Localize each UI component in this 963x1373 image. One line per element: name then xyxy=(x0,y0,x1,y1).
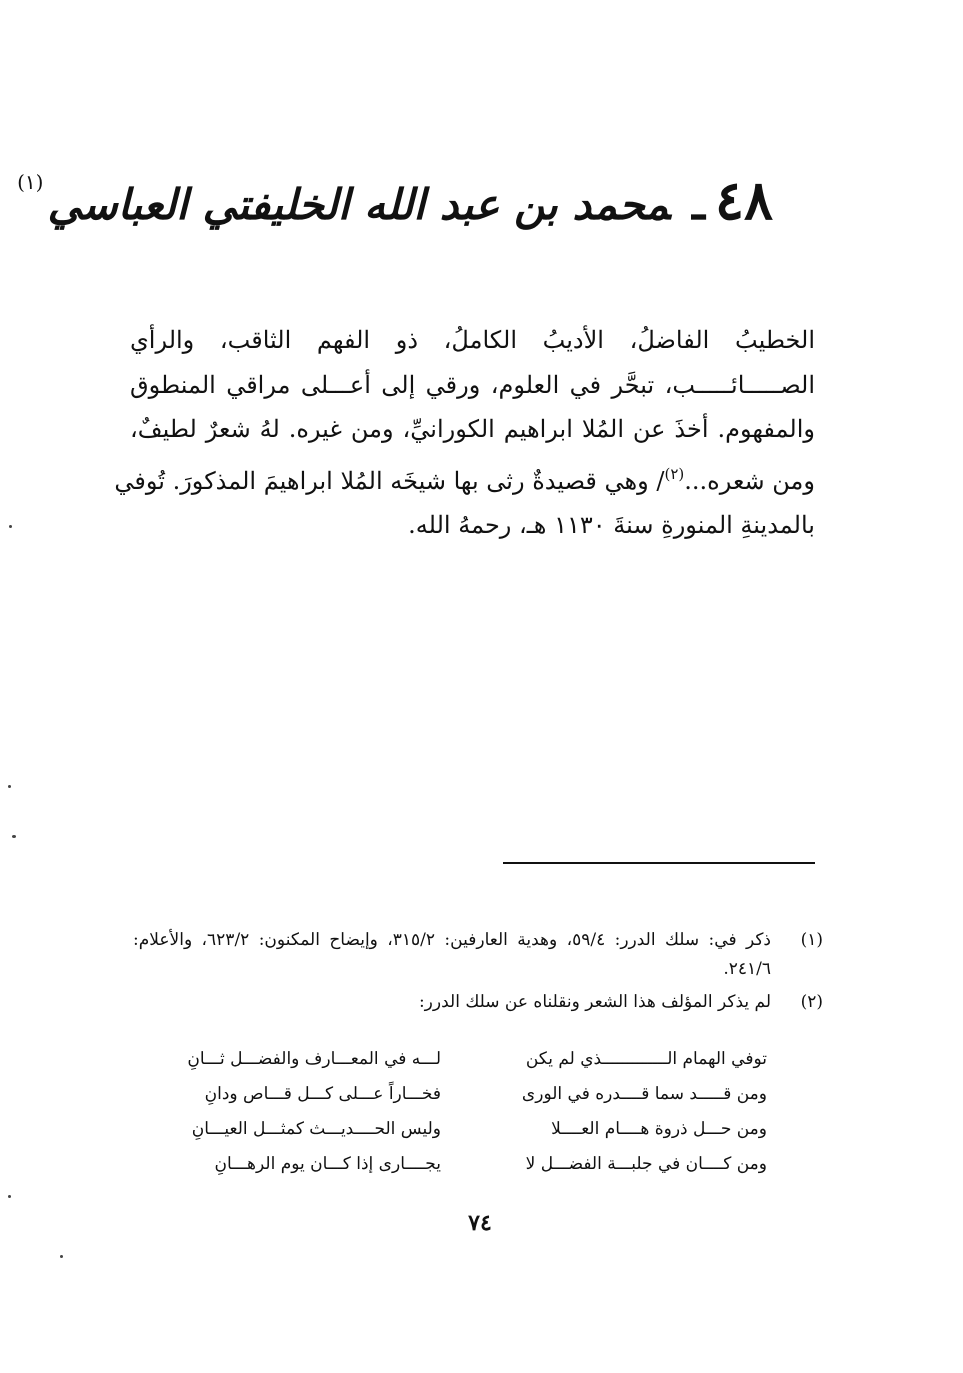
paragraph-line-3: والمفهوم. أخذَ عن المُلا ابراهيم الكورانيِّ، ومن غيره. لهُ شعرٌ لطيفٌ، xyxy=(130,415,815,443)
footnote-number: (١) xyxy=(800,930,823,950)
poem-verse xyxy=(131,1042,767,1077)
elegy-poem xyxy=(131,1042,767,1182)
paragraph-line-4-start: ومن شعره... xyxy=(684,466,815,495)
entry-number: ٤٨ xyxy=(714,168,773,232)
verse-first-half: توفي الهمام الـــــــــــــذي لم يكن xyxy=(525,1049,767,1069)
verse-second-half: يجــــارى إذا كـــان يوم الرهـــانِ xyxy=(214,1154,441,1174)
heading-footnote-ref: (١) xyxy=(17,170,44,194)
poem-verse xyxy=(131,1077,767,1112)
scan-speck xyxy=(8,1195,11,1198)
verse-second-half: فخـــاراً عـــلى كـــل قـــاص ودانِ xyxy=(204,1084,441,1104)
entry-heading xyxy=(17,168,773,232)
paragraph-line-4 xyxy=(114,452,815,504)
scan-speck xyxy=(12,835,16,838)
verse-first-half: ومن قـــــد سما قــــدره في الورى xyxy=(521,1084,767,1104)
entry-dash: ـ xyxy=(692,179,705,230)
poem-verse xyxy=(131,1112,767,1147)
footnote-text: ذكر في: سلك الدرر: ٥٩/٤، وهدية العارفين: ٣١٥/٢، وإيضاح المكنون: ٦٢٣/٢، والأعلام: ٢٤١/٦. xyxy=(133,930,772,979)
biography-paragraph xyxy=(114,318,815,548)
paragraph-line-2: الصـــــائـــــب، تبحَّر في العلوم، ورقي إلى أعـــلى مراقي المنطوق xyxy=(130,370,815,399)
scan-speck xyxy=(9,525,12,528)
paragraph-line-4-rest: / وهي قصيدةٌ رثى بها شيخَه المُلا ابراهيمَ المذكورَ. تُوفي xyxy=(114,466,665,495)
paragraph-line-1: الخطيبُ الفاضلُ، الأديبُ الكاملُ، ذو الفهم الثاقب، والرأي xyxy=(130,326,815,354)
scan-speck xyxy=(60,1255,63,1258)
verse-first-half: ومن حـــل ذروة هــــام العــــلا xyxy=(551,1119,767,1139)
footnote-1 xyxy=(133,926,823,984)
entry-name: محمد بن عبد الله الخليفتي العباسي xyxy=(47,180,671,229)
poem-verse xyxy=(131,1147,767,1182)
paragraph-line-5: بالمدينةِ المنورةِ سنةَ ١١٣٠ هـ، رحمهُ الله. xyxy=(408,511,815,539)
verse-second-half: لـــه في المعـــارف والفضـــل ثـــانِ xyxy=(187,1049,441,1069)
footnote-2 xyxy=(133,988,823,1017)
verse-first-half: ومن كــــان في جلبـــة الفضـــل لا xyxy=(525,1154,767,1174)
scan-speck xyxy=(8,785,11,788)
page-number: ٧٤ xyxy=(468,1210,492,1236)
footnote-number: (٢) xyxy=(800,992,823,1012)
verse-second-half: وليس الحــــديـــث كمثـــل العيـــانِ xyxy=(191,1119,441,1139)
paragraph-footnote-ref: (٢) xyxy=(664,464,685,483)
footnotes xyxy=(133,926,823,1021)
footnote-text: لم يذكر المؤلف هذا الشعر ونقلناه عن سلك الدرر: xyxy=(418,992,771,1012)
footnote-separator xyxy=(503,862,815,864)
